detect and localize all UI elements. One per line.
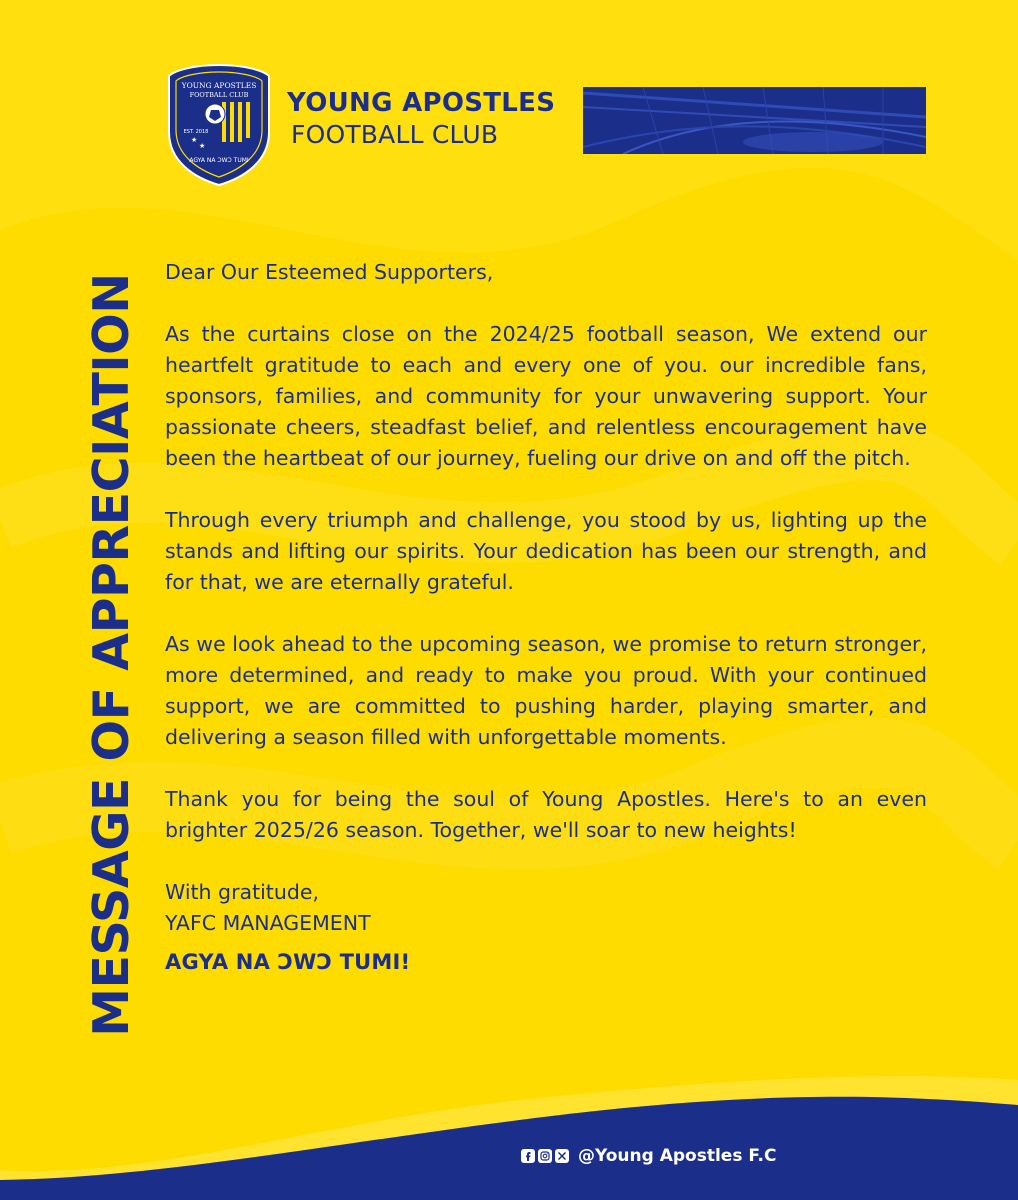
- letter-body: [165, 257, 927, 978]
- footer-wave: [0, 1060, 1018, 1200]
- crest-subtitle: FOOTBALL CLUB: [189, 91, 249, 99]
- social-handle[interactable]: @Young Apostles F.C: [578, 1146, 777, 1166]
- social-footer: [521, 1146, 776, 1166]
- letter-paragraph: As we look ahead to the upcoming season, we promise to return stronger, more determined, and ready to make you proud. With your continued support, we are committed to pushing harder, playing smarter, and delivering a season filled with unforgettable moments.: [165, 632, 927, 749]
- header: [0, 0, 1018, 200]
- club-name-line2: FOOTBALL CLUB: [291, 120, 499, 149]
- crest-motto: AGYA NA ƆWƆ TUMI: [189, 157, 249, 164]
- letter-signature: YAFC MANAGEMENT: [165, 911, 371, 935]
- facebook-icon[interactable]: [521, 1149, 535, 1163]
- letter-paragraph: Through every triumph and challenge, you stood by us, lighting up the stands and lifting our spirits. Your dedication has been our strength, and for that, we are eternally grateful.: [165, 508, 927, 594]
- crest-title: YOUNG APOSTLES: [181, 81, 257, 90]
- x-icon[interactable]: [555, 1149, 569, 1163]
- club-crest-logo: [165, 62, 273, 188]
- letter-closing: With gratitude,: [165, 880, 319, 904]
- svg-text:★: ★: [191, 136, 198, 144]
- crest-est: EST. 2018: [183, 129, 209, 135]
- svg-text:★: ★: [199, 142, 206, 150]
- instagram-icon[interactable]: [538, 1149, 552, 1163]
- stadium-banner-image: [583, 87, 926, 154]
- club-name: [287, 90, 555, 147]
- club-motto: AGYA NA ƆWƆ TUMI!: [165, 950, 411, 974]
- letter-paragraph: Thank you for being the soul of Young Apostles. Here's to an even brighter 2025/26 season. Together, we'll soar to new heights!: [165, 787, 927, 842]
- letter-paragraph: As the curtains close on the 2024/25 football season, We extend our heartfelt gratitude to each and every one of you. our incredible fans, sponsors, families, and community for your unwavering support. Your passionate cheers, steadfast belief, and relentless encouragement have been the heartbeat of our journey, fueling our drive on and off the pitch.: [165, 322, 927, 470]
- letter-salutation: Dear Our Esteemed Supporters,: [165, 260, 494, 284]
- club-name-line1: YOUNG APOSTLES: [287, 88, 556, 118]
- vertical-title: MESSAGE OF APPRECIATION: [83, 273, 140, 1037]
